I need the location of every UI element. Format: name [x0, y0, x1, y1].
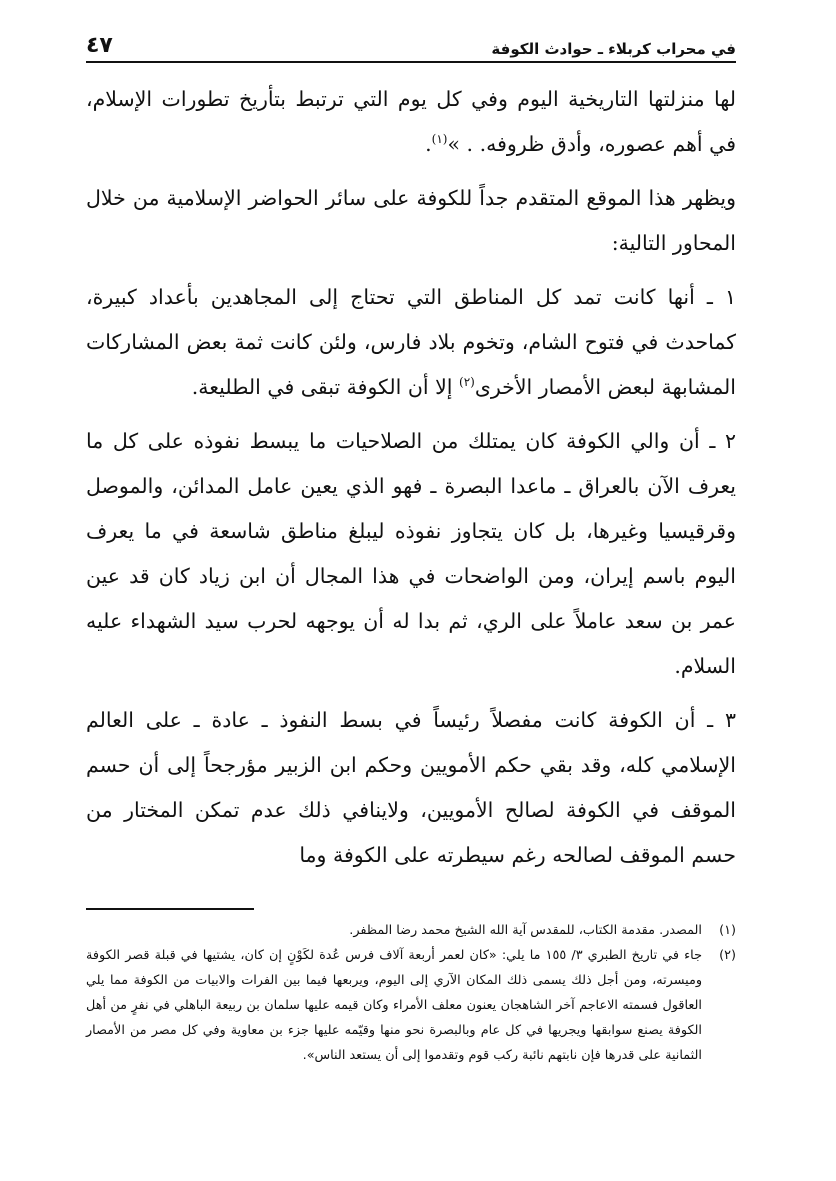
book-page	[86, 30, 736, 1068]
paragraph-4: ٢ ـ أن والي الكوفة كان يمتلك من الصلاحيات ما يبسط نفوذه على كل ما يعرف الآن بالعراق ـ ماعدا البصرة ـ فهو الذي يعين عامل المدائن، والموصل وقرقيسيا وغيرها، بل كان يتجاوز نفوذه ليبلغ مناطق شاسعة في ما يعرف اليوم باسم إيران، ومن الواضحات في هذا المجال أن ابن زياد كان قد عين عمر بن سعد عاملاً على الري، ثم بدا له أن يوجهه لحرب سيد الشهداء عليه السلام.	[86, 429, 736, 678]
footnotes	[86, 918, 736, 1068]
paragraph-1-end: .	[425, 132, 432, 156]
footnote-1-text: المصدر. مقدمة الكتاب، للمقدس آية الله الشيخ محمد رضا المظفر.	[349, 923, 702, 938]
page-header	[86, 30, 736, 63]
paragraph-3	[86, 275, 736, 410]
paragraph-1	[86, 77, 736, 167]
main-text	[86, 77, 736, 878]
page-number: ٤٧	[86, 33, 113, 58]
footnote-2	[86, 943, 736, 1068]
footnote-ref-2: (٢)	[459, 375, 475, 390]
footnote-separator	[86, 908, 254, 910]
footnote-1-mark: (١)	[719, 923, 736, 938]
paragraph-3-after: إلا أن الكوفة تبقى في الطليعة.	[191, 375, 459, 399]
paragraph-2: ويظهر هذا الموقع المتقدم جداً للكوفة على سائر الحواضر الإسلامية من خلال المحاور التالية:	[86, 186, 736, 255]
paragraph-3-before: ١ ـ أنها كانت تمد كل المناطق التي تحتاج إلى المجاهدين بأعداد كبيرة، كماحدث في فتوح الشام، وتخوم بلاد فارس، ولئن كانت ثمة بعض المشاركات المشابهة لبعض الأمصار الأخرى	[86, 285, 736, 399]
footnote-ref-1: (١)	[431, 132, 448, 147]
paragraph-1-text: لها منزلتها التاريخية اليوم وفي كل يوم التي ترتبط بتأريخ تطورات الإسلام، في أهم عصوره، وأدق ظروفه. . »	[86, 87, 736, 156]
footnote-1	[86, 918, 736, 943]
footnote-2-text: جاء في تاريخ الطبري ٣/ ١٥٥ ما يلي: «كان لعمر أربعة آلاف فرس عُدة لكَوْنٍ إن كان، يشتيها في قبلة قصر الكوفة وميسرته، ومن أجل ذلك يسمى ذلك المكان الآري إلى اليوم، ويربعها فيما بين الفرات والابيات من الكوفة مما يلي العاقول فسمته الاعاجم آخر الشاهجان يعنون معلف الأمراء وكان قيمه عليها سلمان بن ربيعة الباهلي في نفرٍ من أهل الكوفة يصنع سوابقها ويجريها في كل عام وبالبصرة نحو منها وقيّمه عليها جزء بن معاوية وفي كل مصر من الأمصار الثمانية على قدرها فإن نابتهم نائبة ركب قوم وتقدموا إلى أن يستعد الناس».	[86, 948, 702, 1063]
running-head: في محراب كربلاء ـ حوادث الكوفة	[491, 40, 736, 58]
paragraph-5: ٣ ـ أن الكوفة كانت مفصلاً رئيساً في بسط النفوذ ـ عادة ـ على العالم الإسلامي كله، وقد بقي حكم الأمويين وحكم ابن الزبير مؤرجحاً إلى أن حسم الموقف في الكوفة لصالح الأمويين، ولاينافي ذلك عدم تمكن المختار من حسم الموقف لصالحه رغم سيطرته على الكوفة وما	[86, 708, 736, 867]
footnote-2-mark: (٢)	[719, 948, 736, 963]
